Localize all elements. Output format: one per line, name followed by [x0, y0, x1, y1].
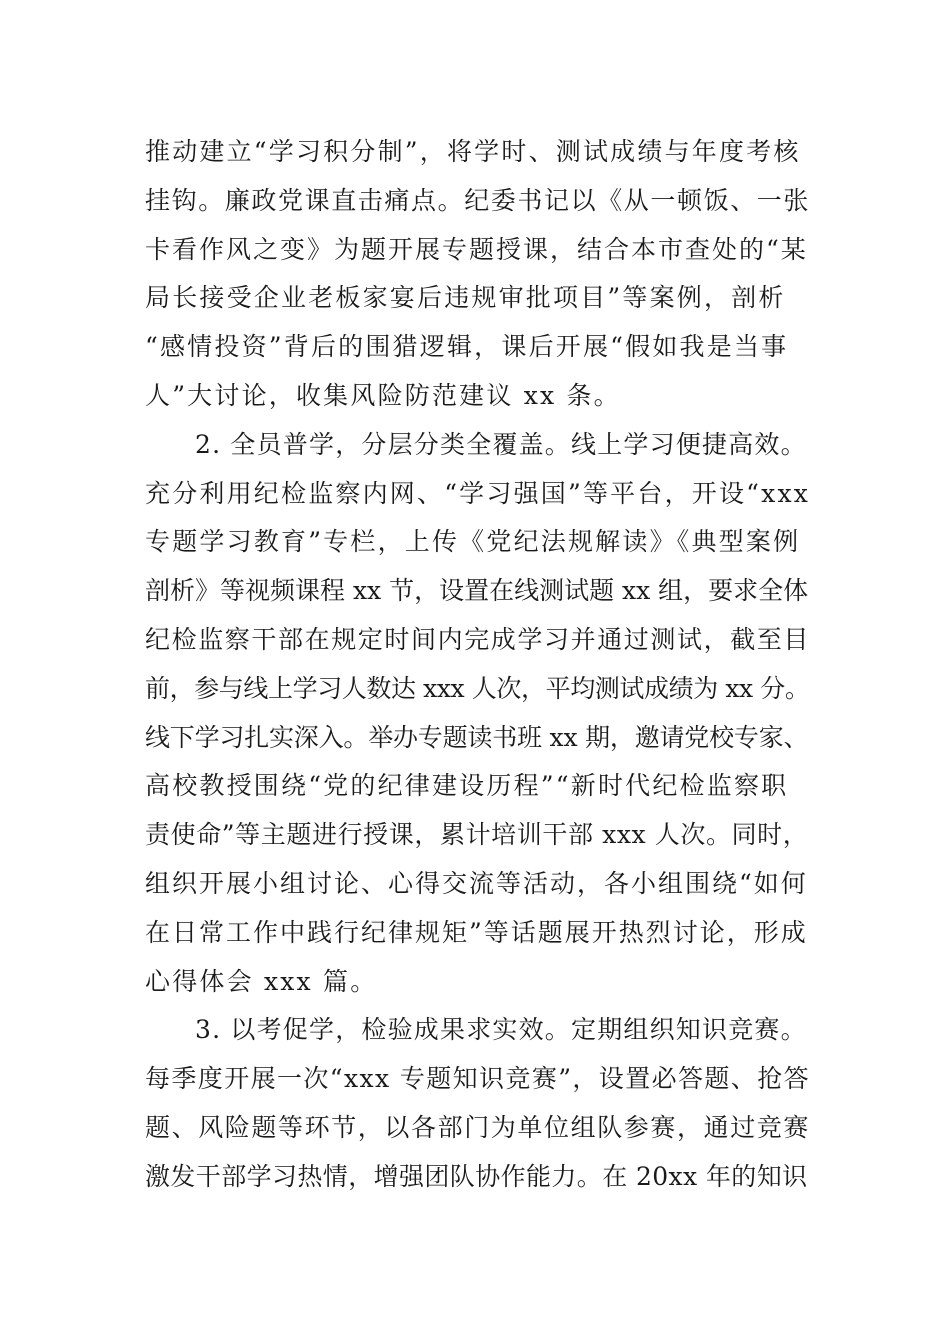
text-line: 挂钩。廉政党课直击痛点。纪委书记以《从一顿饭、一张 — [145, 185, 811, 215]
text-line: 纪检监察干部在规定时间内完成学习并通过测试，截至目 — [145, 624, 811, 654]
text-line: 线下学习扎实深入。举办专题读书班 xx 期，邀请党校专家、 — [145, 722, 809, 752]
text-line: 人”大讨论，收集风险防范建议 xx 条。 — [145, 380, 621, 410]
text-line: 题、风险题等环节，以各部门为单位组队参赛，通过竞赛 — [145, 1112, 811, 1142]
text-line: 心得体会 xxx 篇。 — [145, 966, 378, 996]
text-line: 前，参与线上学习人数达 xxx 人次，平均测试成绩为 xx 分。 — [145, 673, 810, 703]
text-line: 高校教授围绕“党的纪律建设历程”“新时代纪检监察职 — [145, 771, 789, 801]
body-text — [145, 128, 810, 1202]
text-line: 推动建立“学习积分制”，将学时、测试成绩与年度考核 — [145, 137, 801, 166]
text-line: 局长接受企业老板家宴后违规审批项目”等案例，剖析 — [145, 283, 786, 313]
text-line: 剖析》等视频课程 xx 节，设置在线测试题 xx 组，要求全体 — [145, 576, 809, 606]
text-line: “感情投资”背后的围猎逻辑，课后开展“假如我是当事 — [145, 332, 789, 362]
text-line: 每季度开展一次“xxx 专题知识竞赛”，设置必答题、抢答 — [145, 1064, 811, 1094]
text-line: 充分利用纪检监察内网、“学习强国”等平台，开设“xxx — [145, 478, 811, 508]
text-line: 在日常工作中践行纪律规矩”等话题展开热烈讨论，形成 — [145, 917, 808, 947]
text-line: 组织开展小组讨论、心得交流等活动，各小组围绕“如何 — [145, 868, 808, 898]
text-line: 激发干部学习热情，增强团队协作能力。在 20xx 年的知识 — [145, 1161, 808, 1191]
paragraph-heading-3: 3. 以考促学，检验成果求实效。定期组织知识竞赛。 — [195, 1015, 807, 1045]
text-line: 专题学习教育”专栏，上传《党纪法规解读》《典型案例 — [145, 527, 801, 557]
paragraph-heading-2: 2. 全员普学，分层分类全覆盖。线上学习便捷高效。 — [195, 429, 807, 459]
text-line: 卡看作风之变》为题开展专题授课，结合本市查处的“某 — [145, 234, 808, 264]
text-line: 责使命”等主题进行授课，累计培训干部 xxx 人次。同时， — [145, 820, 809, 850]
